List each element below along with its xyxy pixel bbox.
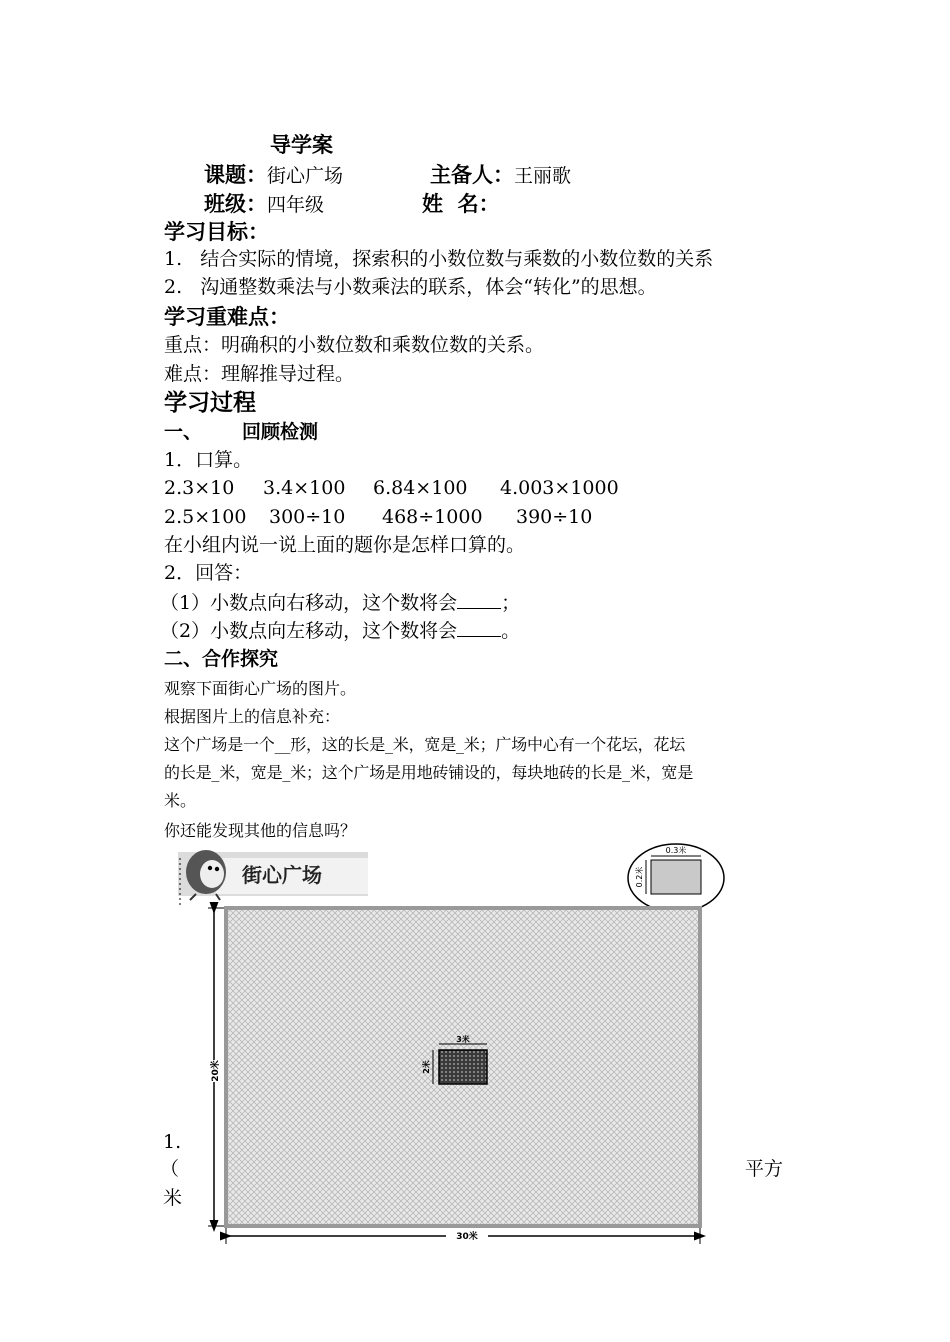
- q2-label: 2．回答：: [164, 562, 253, 584]
- keypoints-heading: 学习重难点：: [164, 305, 290, 329]
- discuss-text: 在小组内说一说上面的题你是怎样口算的。: [164, 534, 526, 556]
- topic-line: [204, 163, 343, 188]
- tile-width-label: 0.3米: [665, 846, 687, 855]
- calc-item: 390÷10: [516, 506, 593, 528]
- more-info-question: 你还能发现其他的信息吗？: [164, 821, 357, 840]
- q2-a-end: ；: [501, 592, 521, 614]
- para-line-1: 这个广场是一个__形，这的长是_米，宽是_米；广场中心有一个花坛，花坛: [164, 735, 686, 754]
- topic-value: 街心广场: [267, 165, 344, 187]
- bed-height-label: 2米: [422, 1060, 431, 1074]
- goal-item-2: 2. 沟通整数乘法与小数乘法的联系，体会“转化”的思想。: [164, 276, 657, 298]
- author-value: 王丽歌: [514, 165, 572, 187]
- author-line: [430, 163, 571, 188]
- topic-label: 课题：: [204, 163, 267, 187]
- fragment-text: 平方: [745, 1158, 784, 1180]
- height-dimension: [208, 908, 224, 1226]
- fragment-text: 米: [163, 1187, 183, 1209]
- width-dimension: [226, 1228, 700, 1244]
- fragment-text: 1.: [163, 1131, 182, 1153]
- process-heading: 学习过程: [164, 390, 256, 416]
- q2-item-a: [160, 590, 520, 615]
- class-label: 班级：: [204, 192, 267, 216]
- para-line-2: 的长是_米，宽是_米；这个广场是用地砖铺设的，每块地砖的长是_米，宽是: [164, 763, 694, 782]
- part1-number: 一、: [164, 421, 203, 443]
- class-value: 四年级: [267, 194, 325, 216]
- calc-item: 300÷10: [269, 506, 346, 528]
- calc-item: 2.5×100: [164, 506, 247, 528]
- observe-text: 观察下面街心广场的图片。: [164, 679, 357, 698]
- answer-blank[interactable]: [457, 590, 501, 609]
- q2-a-text: （1）小数点向右移动，这个数将会: [160, 592, 458, 614]
- name-label: 姓 名：: [422, 192, 500, 216]
- calc-item: 6.84×100: [373, 477, 468, 499]
- part1-title: 回顾检测: [242, 421, 319, 443]
- class-line: [204, 192, 324, 217]
- focus-text: 重点：明确积的小数位数和乘数位数的关系。: [164, 334, 545, 356]
- q2-item-b: [160, 618, 520, 643]
- doc-title: 导学案: [270, 133, 333, 157]
- author-label: 主备人：: [430, 163, 514, 187]
- goals-heading: 学习目标：: [164, 220, 269, 244]
- square-width-label: 30米: [456, 1232, 478, 1242]
- calc-item: 3.4×100: [263, 477, 346, 499]
- q2-b-end: 。: [501, 620, 521, 642]
- supplement-text: 根据图片上的信息补充：: [164, 707, 341, 726]
- square-diagram: [176, 838, 728, 1248]
- figure-title: 街心广场: [242, 863, 322, 887]
- calc-item: 4.003×1000: [500, 477, 619, 499]
- calc-item: 2.3×10: [164, 477, 235, 499]
- figure-title-banner: [178, 850, 368, 900]
- calc-item: 468÷1000: [382, 506, 483, 528]
- goal-item-1: 1. 结合实际的情境，探索积的小数位数与乘数的小数位数的关系: [164, 248, 714, 270]
- fragment-text: （: [160, 1158, 180, 1180]
- tile-height-label: 0.2米: [635, 866, 644, 888]
- q2-b-text: （2）小数点向左移动，这个数将会: [160, 620, 458, 642]
- answer-blank[interactable]: [457, 618, 501, 637]
- para-line-3: 米。: [164, 791, 197, 810]
- part2-title: 二、合作探究: [164, 648, 279, 670]
- q1-label: 1．口算。: [164, 449, 253, 471]
- square-height-label: 20米: [211, 1060, 221, 1082]
- difficulty-text: 难点：理解推导过程。: [164, 363, 355, 385]
- bed-width-label: 3米: [456, 1035, 470, 1044]
